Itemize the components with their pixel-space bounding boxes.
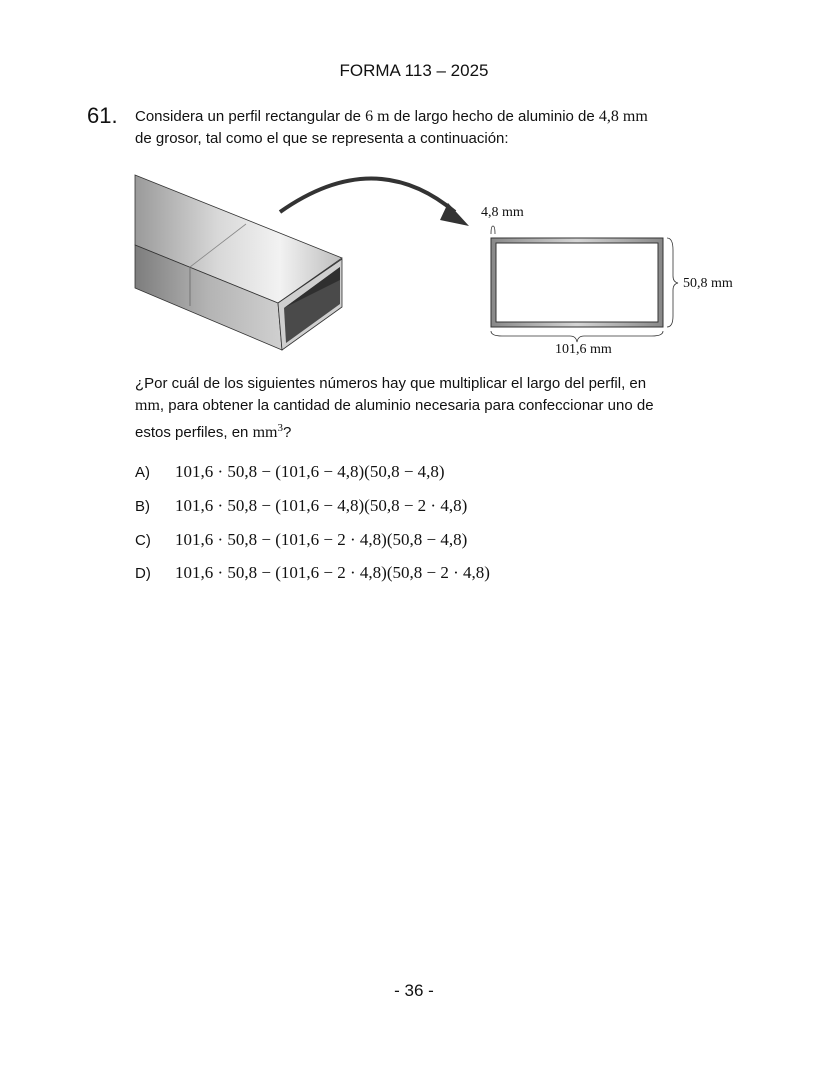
option-letter: A) [135, 464, 150, 481]
prompt-text-1: ¿Por cuál de los siguientes números hay que multiplicar el largo del perfil, en [135, 375, 647, 392]
prompt-unit-cubed: mm [252, 424, 278, 441]
option-letter: D) [135, 565, 151, 582]
aluminum-beam-illustration [135, 175, 342, 350]
option-expression: 101,6 · 50,8 − (101,6 − 4,8)(50,8 − 2 · 4,8) [175, 496, 468, 515]
thickness-label: 4,8 mm [481, 205, 524, 220]
intro-text-3: de grosor, tal como el que se representa a continuación: [135, 130, 509, 147]
option-expression: 101,6 · 50,8 − (101,6 − 2 · 4,8)(50,8 − 4,8) [175, 530, 468, 549]
option-expression: 101,6 · 50,8 − (101,6 − 2 · 4,8)(50,8 − 2 · 4,8) [175, 563, 490, 582]
thickness-value: 4,8 mm [598, 108, 648, 125]
prompt-text-2: , para obtener la cantidad de aluminio necesaria para confeccionar uno de [159, 397, 654, 414]
height-label: 50,8 mm [683, 276, 733, 291]
option-a[interactable] [135, 462, 445, 482]
option-expression: 101,6 · 50,8 − (101,6 − 4,8)(50,8 − 4,8) [175, 462, 445, 481]
length-value: 6 m [365, 108, 390, 125]
option-b[interactable] [135, 496, 467, 516]
prompt-exponent: 3 [277, 422, 283, 434]
prompt-text-3: estos perfiles, en [135, 424, 249, 441]
cross-section-diagram [491, 226, 678, 342]
curved-arrow-icon [280, 179, 469, 227]
question-prompt [135, 373, 743, 444]
prompt-unit: mm [135, 397, 160, 414]
option-d[interactable] [135, 563, 490, 583]
width-label: 101,6 mm [555, 342, 612, 357]
profile-figure [0, 0, 828, 380]
page-header: FORMA 113 – 2025 [339, 61, 489, 80]
question-number: 61. [87, 103, 118, 128]
intro-text-1: Considera un perfil rectangular de [135, 108, 361, 125]
option-letter: C) [135, 532, 151, 549]
option-c[interactable] [135, 530, 467, 550]
page-number: - 36 - [394, 981, 434, 1000]
intro-text-2: de largo hecho de aluminio de [393, 108, 595, 125]
prompt-end: ? [282, 424, 292, 441]
option-letter: B) [135, 498, 150, 515]
